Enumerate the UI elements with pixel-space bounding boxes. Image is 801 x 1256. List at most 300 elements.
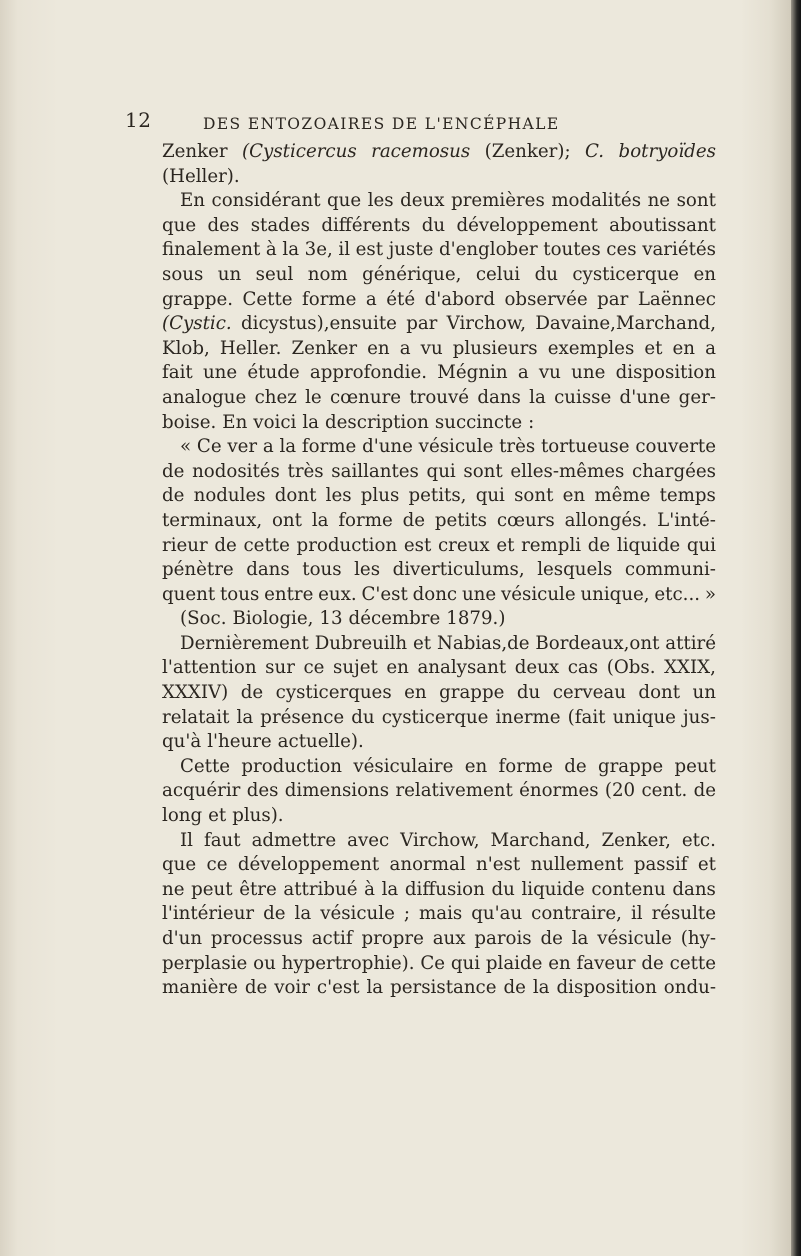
word: 13 (319, 608, 343, 630)
word: la (381, 878, 399, 900)
word: approfondie. (309, 362, 428, 384)
word: ce (303, 657, 325, 679)
word: chargées (632, 460, 716, 482)
word: nullement (530, 854, 624, 876)
word: la (571, 928, 589, 949)
word: faveur (576, 952, 636, 974)
text-line-31 (162, 878, 716, 903)
word: grappe (439, 682, 505, 704)
word: Dubreuilh (314, 632, 408, 654)
word: temps (659, 485, 716, 507)
word: nom (307, 263, 348, 285)
word: vésicule (418, 436, 494, 458)
word: d'une (619, 386, 671, 408)
word: seul (255, 263, 294, 285)
word: unique (612, 706, 676, 728)
word: acquérir (162, 780, 241, 802)
word: qui (475, 485, 505, 507)
text-line-9 (162, 337, 716, 362)
word: Ce (420, 952, 446, 974)
word: la (302, 411, 320, 433)
word: qui (686, 534, 716, 556)
word: long (162, 805, 203, 827)
word: Cette (242, 288, 293, 310)
text-line-3 (162, 189, 716, 214)
word: diffusion (404, 878, 485, 900)
word: la (532, 977, 550, 999)
word: sous (162, 263, 204, 285)
word: Biologie, (232, 608, 314, 630)
word: avec (347, 829, 390, 851)
word: » (704, 583, 716, 605)
word: les (325, 485, 352, 507)
word: nodules (193, 485, 266, 507)
word: production (296, 534, 398, 556)
word: (Heller). (162, 165, 240, 187)
word: la (279, 436, 297, 458)
word: ver (227, 436, 258, 458)
word: actuelle). (277, 731, 364, 753)
word: il (338, 239, 351, 261)
word: cysticerque (381, 706, 489, 728)
word: deux (514, 657, 560, 679)
word: les (354, 559, 381, 581)
word: couverte (635, 436, 716, 458)
word: dicystus),ensuite (241, 313, 397, 335)
page-number: 12 (125, 108, 152, 132)
word: parois (474, 928, 532, 949)
word: de (263, 903, 286, 925)
word: C. (585, 141, 605, 162)
text-line-16 (162, 509, 716, 534)
word: que (327, 190, 362, 212)
word: nodosités (192, 460, 280, 482)
word: ce (206, 854, 228, 876)
word: Cette (180, 755, 231, 777)
word: chez (254, 386, 297, 408)
word: (Cystic. (162, 313, 232, 335)
word: décembre (348, 608, 441, 630)
word: diverticulums, (392, 559, 525, 581)
word: du (491, 878, 515, 900)
word: à (265, 239, 277, 261)
word: la (282, 239, 300, 261)
word: que (162, 854, 197, 876)
word: dimensions (284, 780, 390, 802)
word: cerveau (552, 682, 626, 704)
word: (Soc. (180, 608, 227, 630)
word: voici (253, 411, 297, 433)
word: Marchand, (490, 829, 591, 851)
word: l'attention (162, 657, 257, 679)
word: disposition (556, 977, 657, 999)
text-line-35 (162, 976, 716, 1001)
text-line-19 (162, 583, 716, 608)
word: et (496, 534, 515, 556)
word: d'abord (424, 288, 495, 310)
word: creux (437, 534, 490, 556)
word: cent. (641, 780, 688, 802)
word: ces (606, 239, 637, 261)
word: inerme (495, 706, 561, 728)
word: l'heure (207, 731, 272, 753)
word: le (305, 386, 322, 408)
word: dans (246, 559, 290, 581)
word: du (421, 214, 446, 236)
word: entre (264, 583, 314, 605)
word: allongés. (564, 509, 648, 531)
word: en (404, 682, 427, 704)
word: dans (672, 878, 716, 900)
word: ont (271, 509, 302, 531)
word: a (365, 288, 377, 310)
word: (fait (567, 706, 606, 728)
word: a (705, 337, 716, 359)
word: l'intérieur (162, 903, 255, 925)
word: peut (674, 755, 716, 777)
word: en (386, 657, 409, 679)
word: Mégnin (437, 362, 508, 384)
word: a (399, 337, 411, 359)
word: de (162, 460, 185, 482)
text-line-20 (162, 607, 716, 632)
word: relatait (162, 706, 230, 728)
word: de (641, 952, 664, 974)
word: Dernièrement (180, 632, 309, 654)
word: actif (311, 928, 353, 949)
word: plaide (485, 952, 543, 974)
word: qui (450, 952, 481, 974)
word: modalités (551, 190, 642, 212)
word: lesquels (537, 559, 613, 581)
word: dont (274, 485, 317, 507)
word: des (207, 214, 240, 236)
word: « (180, 436, 192, 458)
word: cette (669, 952, 716, 974)
word: de (240, 682, 264, 704)
word: boise. (162, 411, 217, 433)
word: ger- (678, 386, 716, 408)
word: et (413, 632, 432, 654)
word: la (529, 386, 546, 408)
word: succincte (434, 411, 523, 433)
word: voir (274, 977, 310, 999)
word: passif (633, 854, 688, 876)
word: exemples (547, 337, 635, 359)
word: Zenker (162, 141, 228, 162)
word: (hy- (680, 928, 716, 949)
word: plus (360, 485, 400, 507)
word: processus (210, 928, 303, 949)
word: En (222, 411, 248, 433)
word: Ce (196, 436, 222, 458)
word: analysant (417, 657, 507, 679)
word: en (672, 337, 696, 359)
word: donc (412, 583, 458, 605)
word: Bordeaux,ont (535, 632, 660, 654)
word: elles-mêmes (510, 460, 625, 482)
word: quent (162, 583, 216, 605)
word: dans (477, 386, 521, 408)
word: énormes (519, 780, 599, 802)
word: petits (434, 509, 487, 531)
word: sont (463, 460, 503, 482)
word: attribué (283, 878, 358, 900)
word: relativement (395, 780, 513, 802)
word: n'est (476, 854, 521, 876)
word: la (294, 903, 312, 925)
word: sont (676, 190, 716, 212)
word: : (528, 411, 535, 433)
word: hypertrophie). (281, 952, 415, 974)
word: à (364, 878, 375, 900)
text-line-13 (162, 435, 716, 460)
word: une (202, 362, 238, 384)
word: cœurs (496, 509, 555, 531)
word: rempli (521, 534, 582, 556)
word: la (236, 706, 254, 728)
word: Nabias,de (436, 632, 530, 654)
word: c'est (316, 977, 360, 999)
word: anormal (389, 854, 466, 876)
word: description (325, 411, 429, 433)
word: liquide (616, 534, 681, 556)
word: production (241, 755, 343, 777)
word: vésicule (597, 928, 672, 949)
word: différents (321, 214, 411, 236)
word: de (503, 977, 526, 999)
word: rieur (162, 534, 208, 556)
text-line-11 (162, 386, 716, 411)
word: attiré (665, 632, 716, 654)
word: la (311, 509, 329, 531)
word: analogue (162, 386, 247, 408)
word: Klob, (162, 337, 210, 359)
text-line-6 (162, 263, 716, 288)
word: tous (302, 559, 342, 581)
word: très (499, 436, 536, 458)
word: de (402, 509, 425, 531)
word: du (516, 682, 541, 704)
word: trouvé (409, 386, 470, 408)
text-line-14 (162, 460, 716, 485)
word: qu'à (162, 731, 202, 753)
word: disposition (615, 362, 716, 384)
text-line-33 (162, 927, 716, 952)
word: forme (338, 509, 393, 531)
word: stades (250, 214, 310, 236)
word: aux (432, 928, 466, 949)
word: par (597, 288, 629, 310)
word: (20 (604, 780, 636, 802)
word: est (355, 239, 384, 261)
word: a (517, 362, 529, 384)
word: ne (162, 878, 185, 900)
page-edge-shadow (791, 0, 801, 1256)
word: cysticerque (572, 263, 680, 285)
word: jus- (683, 706, 716, 728)
word: finalement (162, 239, 261, 261)
word: une (461, 583, 497, 605)
word: qu'au (471, 903, 523, 925)
word: toutes (543, 239, 601, 261)
word: en (562, 485, 586, 507)
word: liquide (521, 878, 585, 900)
word: étude (247, 362, 300, 384)
word: des (246, 780, 279, 802)
text-line-34 (162, 952, 716, 977)
word: sujet (333, 657, 378, 679)
word: de (540, 928, 563, 949)
word: Laënnec (637, 288, 716, 310)
word: pénètre (162, 559, 234, 581)
word: tous (219, 583, 260, 605)
word: être (239, 878, 277, 900)
word: grappe. (162, 288, 234, 310)
word: Heller. (219, 337, 282, 359)
word: présence (260, 706, 345, 728)
word: (Obs. (606, 657, 656, 679)
text-line-25 (162, 730, 716, 755)
word: plus). (232, 805, 284, 827)
word: de (564, 755, 587, 777)
word: Zenker (291, 337, 358, 359)
word: Virchow, (446, 313, 527, 335)
word: ; (403, 903, 410, 925)
word: du (351, 706, 375, 728)
word: du (534, 263, 558, 285)
word: (Cysticercus (242, 141, 357, 162)
word: est (403, 534, 432, 556)
word: ondu- (663, 977, 716, 999)
word: 1879.) (446, 608, 506, 630)
word: contenu (591, 878, 666, 900)
word: grappe (597, 755, 664, 777)
text-line-29 (162, 829, 716, 854)
word: plusieurs (452, 337, 538, 359)
word: et (644, 337, 663, 359)
word: vu (420, 337, 443, 359)
word: persistance (390, 977, 497, 999)
word: sur (265, 657, 295, 679)
word: variétés (642, 239, 716, 261)
word: de (587, 534, 611, 556)
text-line-26 (162, 755, 716, 780)
text-line-23 (162, 681, 716, 706)
word: fait (162, 362, 193, 384)
word: ou (253, 952, 276, 974)
word: résulte (651, 903, 716, 925)
word: forme (498, 755, 553, 777)
text-line-7 (162, 288, 716, 313)
word: juste (388, 239, 434, 261)
word: il (630, 903, 643, 925)
word: petits, (408, 485, 467, 507)
word: et (208, 805, 227, 827)
word: eux. (318, 583, 357, 605)
word: que (162, 214, 197, 236)
word: faut (203, 829, 241, 851)
word: un (692, 682, 716, 704)
word: XXXIV) (162, 682, 229, 704)
word: Il (180, 829, 194, 851)
word: vésiculaire (353, 755, 454, 777)
word: forme (302, 288, 357, 310)
word: en (367, 337, 390, 359)
word: celui (475, 263, 521, 285)
word: peut (191, 878, 233, 900)
text-line-28 (162, 804, 716, 829)
word: unique, (580, 583, 650, 605)
word: un (217, 263, 242, 285)
word: générique, (362, 263, 462, 285)
body-text (162, 140, 716, 1001)
word: même (594, 485, 651, 507)
word: d'une (362, 436, 413, 458)
word: d'un (162, 928, 203, 949)
word: premières (451, 190, 545, 212)
word: XXIX, (664, 657, 716, 679)
word: de (244, 977, 268, 999)
word: etc. (681, 829, 716, 851)
text-line-21 (162, 632, 716, 657)
word: sont (514, 485, 554, 507)
text-line-30 (162, 853, 716, 878)
word: forme (301, 436, 357, 458)
word: (Zenker); (484, 141, 571, 162)
word: terminaux, (162, 509, 263, 531)
word: admettre (251, 829, 337, 851)
word: observée (504, 288, 588, 310)
word: développement (456, 214, 598, 236)
word: en (464, 755, 488, 777)
word: développement (237, 854, 380, 876)
text-line-4 (162, 214, 716, 239)
text-line-10 (162, 361, 716, 386)
word: de (693, 780, 716, 802)
word: a (262, 436, 274, 458)
word: en (693, 263, 716, 285)
word: etc... (654, 583, 701, 605)
word: vésicule (320, 903, 395, 925)
word: dont (638, 682, 681, 704)
word: de (214, 534, 237, 556)
text-line-17 (162, 534, 716, 559)
word: qui (426, 460, 456, 482)
word: propre (361, 928, 424, 949)
word: Davaine,Marchand, (535, 313, 716, 335)
word: contraire, (531, 903, 622, 925)
text-line-22 (162, 656, 716, 681)
word: L'inté- (657, 509, 716, 531)
text-line-1 (162, 140, 716, 165)
word: C'est (361, 583, 408, 605)
word: été (386, 288, 416, 310)
word: perplasie (162, 952, 248, 974)
word: manière (162, 977, 238, 999)
word: cœnure (329, 386, 402, 408)
word: deux (400, 190, 445, 212)
text-line-18 (162, 558, 716, 583)
word: vésicule (500, 583, 576, 605)
word: les (367, 190, 394, 212)
word: racemosus (371, 141, 471, 162)
word: très (287, 460, 324, 482)
word: 3e, (304, 239, 333, 261)
text-line-12 (162, 411, 716, 436)
word: cas (567, 657, 599, 679)
text-line-8 (162, 312, 716, 337)
